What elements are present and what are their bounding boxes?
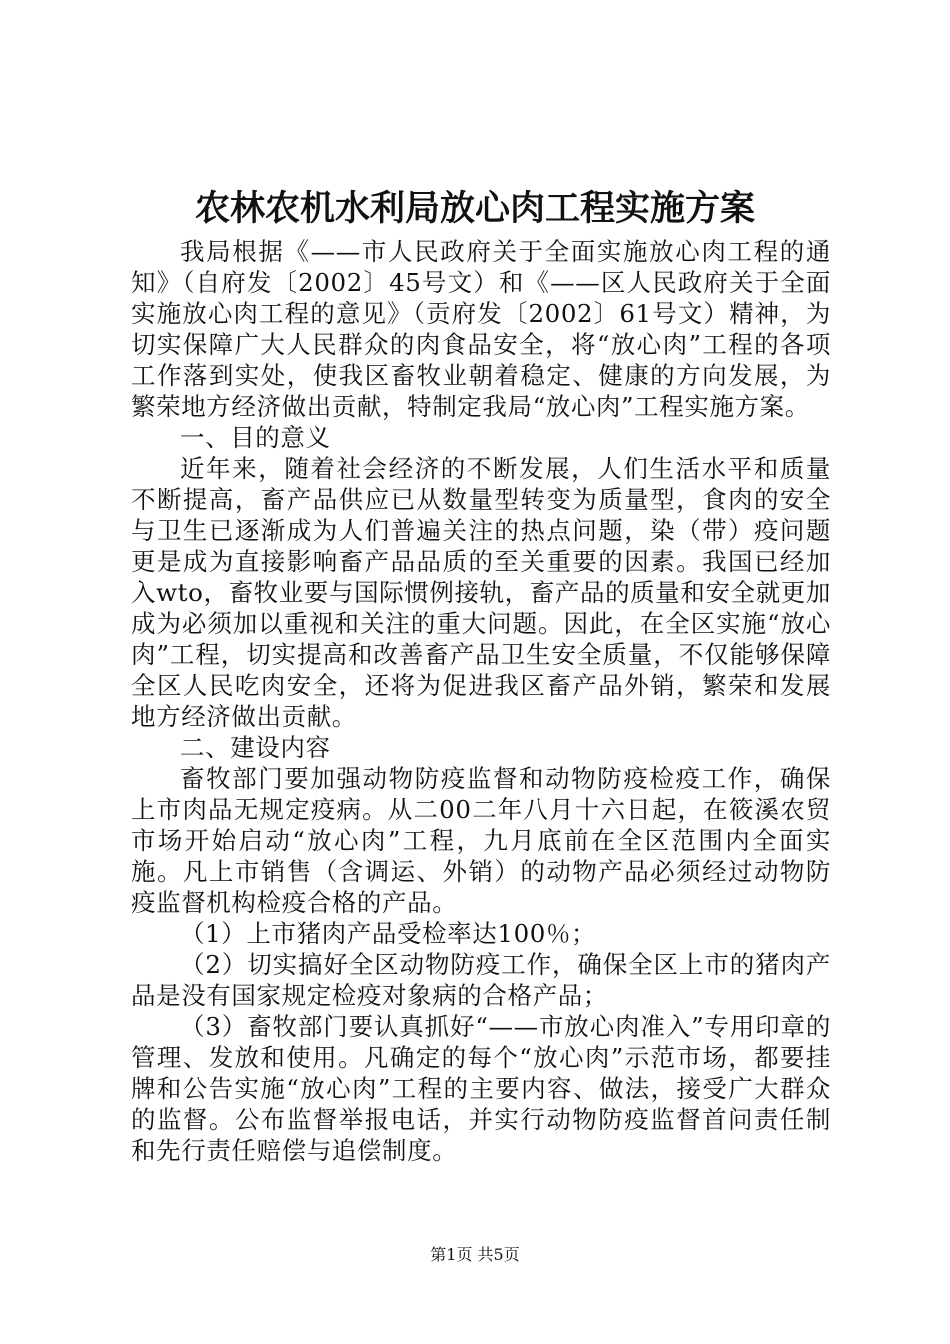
section-heading-purpose: 一、目的意义 xyxy=(180,423,331,452)
list-item-2: （2）切实搞好全区动物防疫工作，确保全区上市的猪肉产品是没有国家规定检疫对象病的合格产品； xyxy=(131,950,831,1010)
page-footer: 第1页 共5页 xyxy=(430,1245,520,1264)
document-body xyxy=(131,236,831,1166)
list-item-3: （3）畜牧部门要认真抓好“——市放心肉准入”专用印章的管理、发放和使用。凡确定的每个“放心肉”示范市场，都要挂牌和公告实施“放心肉”工程的主要内容、做法，接受广大群众的监督。公布监督举报电话，并实行动物防疫监督首问责任制和先行责任赔偿与追偿制度。 xyxy=(131,1012,831,1165)
paragraph-content: 畜牧部门要加强动物防疫监督和动物防疫检疫工作，确保上市肉品无规定疫病。从二00二年八月十六日起，在筱溪农贸市场开始启动“放心肉”工程，九月底前在全区范围内全面实施。凡上市销售（含调运、外销）的动物产品必须经过动物防疫监督机构检疫合格的产品。 xyxy=(131,764,831,917)
paragraph-purpose: 近年来，随着社会经济的不断发展，人们生活水平和质量不断提高，畜产品供应已从数量型转变为质量型，食肉的安全与卫生已逐渐成为人们普遍关注的热点问题，染（带）疫问题更是成为直接影响畜产品品质的至关重要的因素。我国已经加入wto，畜牧业要与国际惯例接轨，畜产品的质量和安全就更加成为必须加以重视和关注的重大问题。因此，在全区实施“放心肉”工程，切实提高和改善畜产品卫生安全质量，不仅能够保障全区人民吃肉安全，还将为促进我区畜产品外销，繁荣和发展地方经济做出贡献。 xyxy=(131,454,831,731)
section-heading-content: 二、建设内容 xyxy=(180,733,331,762)
paragraph-intro: 我局根据《——市人民政府关于全面实施放心肉工程的通知》（自府发〔2002〕45号文）和《——区人民政府关于全面实施放心肉工程的意见》（贡府发〔2002〕61号文）精神，为切实保障广大人民群众的肉食品安全，将“放心肉”工程的各项工作落到实处，使我区畜牧业朝着稳定、健康的方向发展，为繁荣地方经济做出贡献，特制定我局“放心肉”工程实施方案。 xyxy=(131,237,831,421)
list-item-1: （1）上市猪肉产品受检率达100％； xyxy=(180,919,597,948)
document-title: 农林农机水利局放心肉工程实施方案 xyxy=(194,188,755,229)
